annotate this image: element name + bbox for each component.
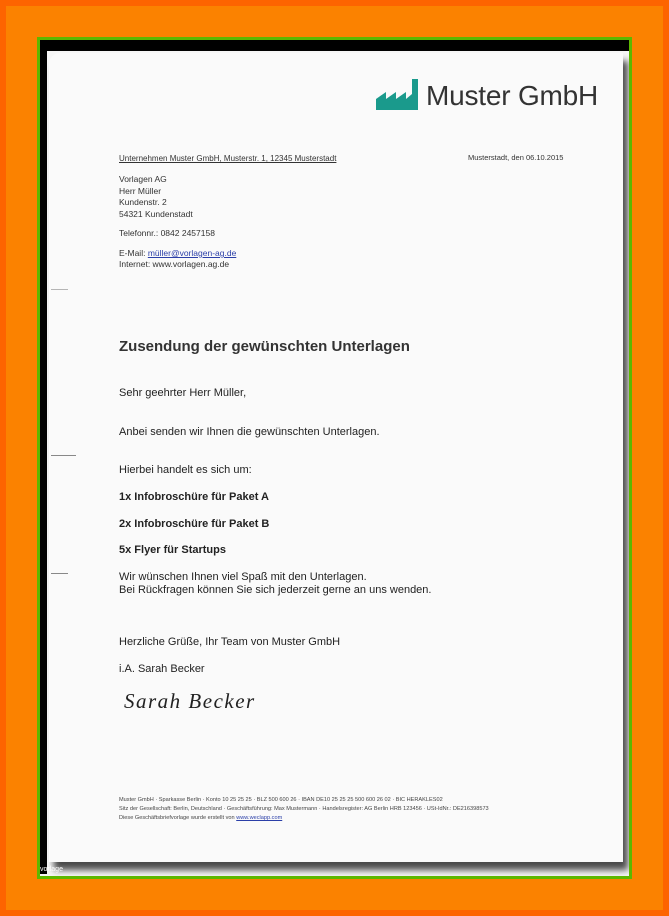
letter-date: Musterstadt, den 06.10.2015 bbox=[468, 153, 564, 162]
closing-line: Bei Rückfragen können Sie sich jederzeit gerne an uns wenden. bbox=[119, 584, 432, 596]
intro-paragraph: Anbei senden wir Ihnen die gewünschten Unterlagen. bbox=[119, 426, 380, 438]
fold-mark-bottom bbox=[51, 573, 68, 574]
recipient-email-line bbox=[119, 248, 236, 260]
closing-line: Wir wünschen Ihnen viel Spaß mit den Unterlagen. bbox=[119, 571, 367, 583]
outer-border-bottom bbox=[0, 910, 669, 916]
footer-credit-link[interactable]: www.weclapp.com bbox=[236, 815, 283, 821]
signatory: i.A. Sarah Becker bbox=[119, 663, 205, 675]
outer-border-right bbox=[663, 0, 669, 916]
list-intro: Hierbei handelt es sich um: bbox=[119, 464, 252, 476]
footer-company-details: Sitz der Gesellschaft: Berlin, Deutschland · Geschäftsführung: Max Mustermann · Handelsregister: AG Berlin HRB 123456 · USt-IdNr.: DE216398573 bbox=[119, 806, 489, 812]
letter-subject: Zusendung der gewünschten Unterlagen bbox=[119, 338, 410, 355]
watermark: vorlage bbox=[40, 866, 63, 873]
recipient-line: Herr Müller bbox=[119, 185, 162, 196]
punch-mark-middle bbox=[51, 455, 76, 456]
list-item: 1x Infobroschüre für Paket A bbox=[119, 491, 269, 503]
outer-border-left bbox=[0, 0, 6, 916]
salutation: Sehr geehrter Herr Müller, bbox=[119, 387, 247, 399]
company-logo-text: Muster GmbH bbox=[426, 80, 599, 111]
list-item: 2x Infobroschüre für Paket B bbox=[119, 518, 270, 530]
footer-credit-text: Diese Geschäftsbriefvorlage wurde erstellt von bbox=[119, 815, 237, 821]
footer-bank-details: Muster GmbH · Sparkasse Berlin · Konto 10 25 25 25 · BLZ 500 600 26 · IBAN DE10 25 25 25 500 600 26 02 · BIC HERAKLES02 bbox=[119, 797, 443, 803]
closing-paragraph bbox=[119, 571, 431, 597]
footer-credit bbox=[119, 814, 282, 823]
outer-border-top bbox=[0, 0, 669, 6]
handwritten-signature: Sarah Becker bbox=[124, 689, 256, 713]
frame-shadow-top bbox=[40, 40, 629, 51]
regards: Herzliche Grüße, Ihr Team von Muster GmbH bbox=[119, 636, 341, 648]
frame-shadow-left bbox=[40, 40, 47, 874]
email-label: E-Mail: bbox=[119, 248, 148, 258]
recipient-website: Internet: www.vorlagen.ag.de bbox=[119, 259, 230, 269]
list-item: 5x Flyer für Startups bbox=[119, 544, 226, 556]
factory-icon bbox=[376, 79, 418, 110]
recipient-line: Vorlagen AG bbox=[119, 174, 167, 184]
recipient-phone: Telefonnr.: 0842 2457158 bbox=[119, 228, 215, 238]
recipient-line: Kundenstr. 2 bbox=[119, 197, 167, 207]
recipient-line: 54321 Kundenstadt bbox=[119, 208, 193, 219]
sender-line: Unternehmen Muster GmbH, Musterstr. 1, 12345 Musterstadt bbox=[119, 154, 337, 163]
email-link[interactable]: müller@vorlagen-ag.de bbox=[147, 248, 237, 258]
recipient-address bbox=[119, 174, 193, 220]
fold-mark-top bbox=[51, 289, 68, 290]
